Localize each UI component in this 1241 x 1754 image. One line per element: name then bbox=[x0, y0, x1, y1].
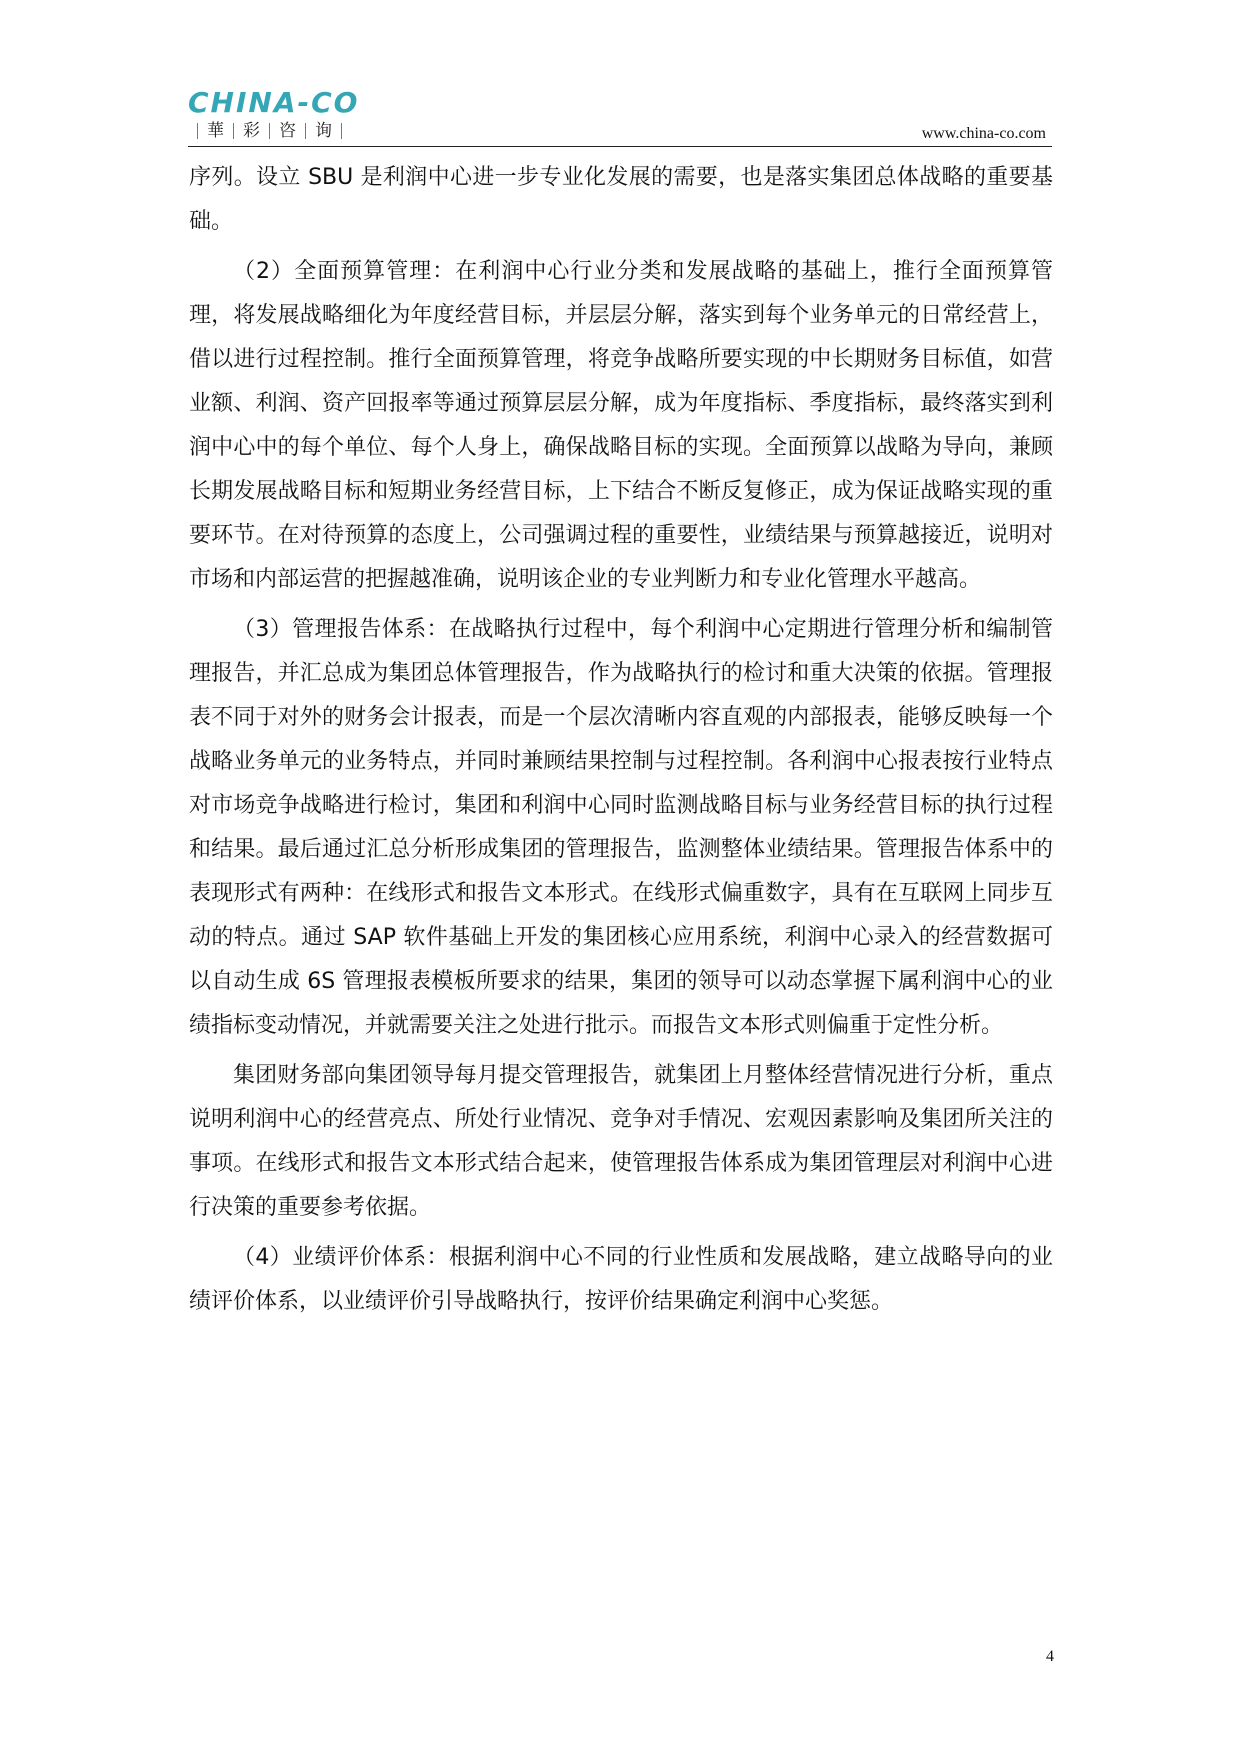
logo-char: 咨 bbox=[279, 121, 296, 141]
logo-char: 華 bbox=[207, 121, 224, 141]
website-url: www.china-co.com bbox=[921, 125, 1046, 142]
logo-divider bbox=[233, 123, 234, 139]
page-number: 4 bbox=[1046, 1648, 1054, 1665]
logo-chinese-name bbox=[188, 120, 351, 142]
logo-char: 询 bbox=[315, 121, 332, 141]
header-divider bbox=[188, 146, 1052, 147]
logo-char: 彩 bbox=[243, 121, 260, 141]
logo-divider bbox=[197, 123, 198, 139]
paragraph-performance-evaluation: （4）业绩评价体系：根据利润中心不同的行业性质和发展战略，建立战略导向的业绩评价体系，以业绩评价引导战略执行，按评价结果确定利润中心奖惩。 bbox=[189, 1245, 1053, 1314]
paragraph-finance-report: 集团财务部向集团领导每月提交管理报告，就集团上月整体经营情况进行分析，重点说明利润中心的经营亮点、所处行业情况、竞争对手情况、宏观因素影响及集团所关注的事项。在线形式和报告文本形式结合起来，使管理报告体系成为集团管理层对利润中心进行决策的重要参考依据。 bbox=[189, 1063, 1053, 1220]
logo-divider bbox=[341, 123, 342, 139]
paragraph-management-report-system: （3）管理报告体系：在战略执行过程中，每个利润中心定期进行管理分析和编制管理报告，并汇总成为集团总体管理报告，作为战略执行的检讨和重大决策的依据。管理报表不同于对外的财务会计报表，而是一个层次清晰内容直观的内部报表，能够反映每一个战略业务单元的业务特点，并同时兼顾结果控制与过程控制。各利润中心报表按行业特点对市场竞争战略进行检讨，集团和利润中心同时监测战略目标与业务经营目标的执行过程和结果。最后通过汇总分析形成集团的管理报告，监测整体业绩结果。管理报告体系中的表现形式有两种：在线形式和报告文本形式。在线形式偏重数字，具有在互联网上同步互动的特点。通过 SAP 软件基础上开发的集团核心应用系统，利润中心录入的经营数据可以自动生成 6S 管理报表模板所要求的结果，集团的领导可以动态掌握下属利润中心的业绩指标变动情况，并就需要关注之处进行批示。而报告文本形式则偏重于定性分析。 bbox=[189, 617, 1053, 1038]
paragraph-budget-management: （2）全面预算管理：在利润中心行业分类和发展战略的基础上，推行全面预算管理，将发展战略细化为年度经营目标，并层层分解，落实到每个业务单元的日常经营上，借以进行过程控制。推行全面预算管理，将竞争战略所要实现的中长期财务目标值，如营业额、利润、资产回报率等通过预算层层分解，成为年度指标、季度指标，最终落实到利润中心中的每个单位、每个人身上，确保战略目标的实现。全面预算以战略为导向，兼顾长期发展战略目标和短期业务经营目标，上下结合不断反复修正，成为保证战略实现的重要环节。在对待预算的态度上，公司强调过程的重要性，业绩结果与预算越接近，说明对市场和内部运营的把握越准确，说明该企业的专业判断力和专业化管理水平越高。 bbox=[189, 259, 1053, 592]
china-co-logo: CHINA-CO bbox=[188, 86, 360, 119]
logo-divider bbox=[269, 123, 270, 139]
page-header bbox=[188, 80, 1052, 148]
document-body bbox=[189, 156, 1053, 1324]
logo-divider bbox=[305, 123, 306, 139]
paragraph-continuation: 序列。设立 SBU 是利润中心进一步专业化发展的需要，也是落实集团总体战略的重要基础。 bbox=[189, 165, 1053, 234]
